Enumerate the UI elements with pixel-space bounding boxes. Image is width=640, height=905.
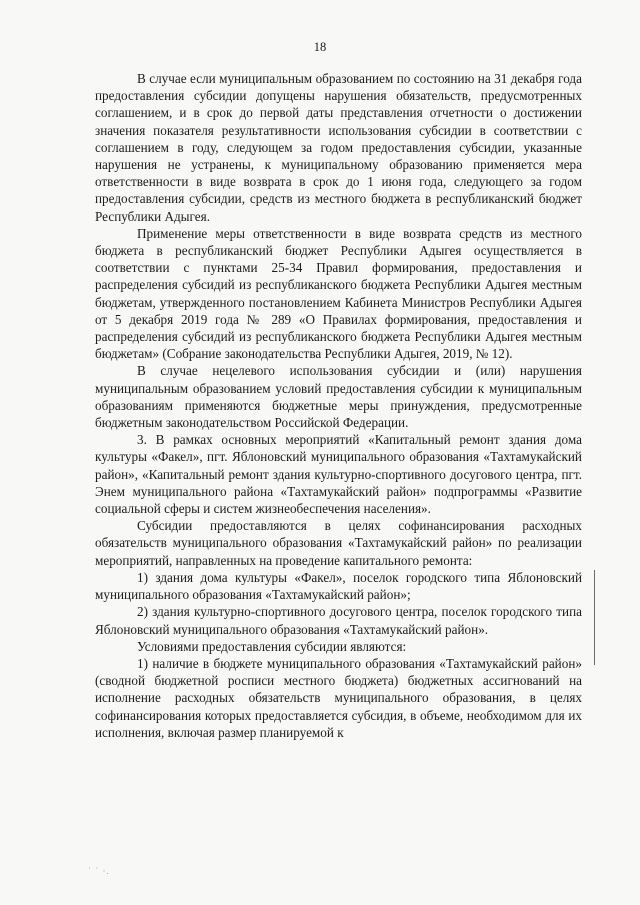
paragraph-responsibility-measure: В случае если муниципальным образованием по состоянию на 31 декабря года предоставления субсидии допущены нарушения обязательств, предусмотренных соглашением, и в срок до первой даты представления отчетности о достижении значения показателя результативности использования субсидии в соответствии с соглашением в году, следующем за годом предоставления субсидии, указанные нарушения не устранены, к муниципальному образованию применяется мера ответственности в виде возврата в срок до 1 июня года, следующего за годом предоставления субсидии, средств из местного бюджета в республиканский бюджет Республики Адыгея. (95, 71, 582, 224)
scan-artifact: ˙ ˙ ·. (88, 866, 110, 876)
document-body (95, 70, 582, 741)
paragraph-application-of-measure: Применение меры ответственности в виде возврата средств из местного бюджета в республиканский бюджет Республики Адыгея осуществляется в соответствии с пунктами 25-34 Правил формирования, предоставления и распределения субсидий из республиканского бюджета Республики Адыгея местным бюджетам, утвержденного постановлением Кабинета Министров Республики Адыгея от 5 декабря 2019 года № 289 «О Правилах формирования, предоставления и распределения субсидий из республиканского бюджета Республики Адыгея местным бюджетам» (Собрание законодательства Республики Адыгея, 2019, № 12). (95, 225, 582, 362)
margin-mark-line (594, 570, 595, 665)
paragraph-item-2-leisure-center: 2) здания культурно-спортивного досугового центра, поселок городского типа Яблоновский муниципального образования «Тахтамукайский район». (95, 604, 582, 637)
page-number: 18 (313, 40, 327, 54)
paragraph-subsidy-purpose: Субсидии предоставляются в целях софинансирования расходных обязательств муниципального образования «Тахтамукайский район» по реализации мероприятий, направленных на проведение капитального ремонта: (95, 518, 582, 568)
paragraph-conditions-heading: Условиями предоставления субсидии являются: (137, 638, 407, 654)
paragraph-main-activities: 3. В рамках основных мероприятий «Капитальный ремонт здания дома культуры «Факел», пгт. Яблоновский муниципального образования «Тахтамукайский район», «Капитальный ремонт здания культурно-спортивного досугового центра, пгт. Энем муниципального района «Тахтамукайский район» подпрограммы «Развитие социальной сферы и систем жизнеобеспечения населения». (95, 432, 582, 517)
paragraph-condition-1: 1) наличие в бюджете муниципального образования «Тахтамукайский район» (сводной бюджетной росписи местного бюджета) бюджетных ассигнований на исполнение расходных обязательств муниципального образования, в целях софинансирования которых предоставляется субсидия, в объеме, необходимом для их исполнения, включая размер планируемой к (95, 655, 582, 740)
paragraph-misuse-of-subsidy: В случае нецелевого использования субсидии и (или) нарушения муниципальным образованием условий предоставления субсидии к муниципальным образованиям применяются бюджетные меры принуждения, предусмотренные бюджетным законодательством Российской Федерации. (95, 363, 582, 431)
paragraph-item-1-culture-house: 1) здания дома культуры «Факел», поселок городского типа Яблоновский муниципального образования «Тахтамукайский район»; (95, 569, 582, 603)
